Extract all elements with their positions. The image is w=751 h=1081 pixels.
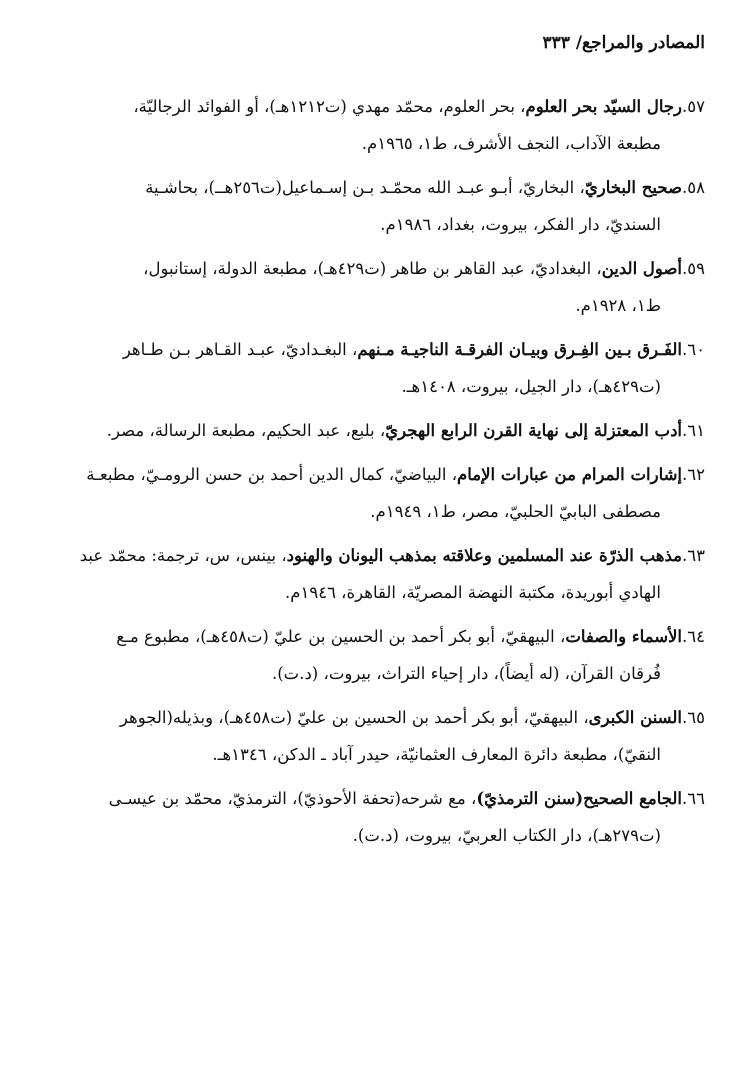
entry-title: إشارات المرام من عبارات الإمام xyxy=(457,465,683,484)
entry-title: أصول الدين xyxy=(601,259,683,278)
bibliography-entry xyxy=(45,456,705,530)
entry-continuation: (ت٤٢٩هـ)، دار الجيل، بيروت، ١٤٠٨هـ. xyxy=(401,377,661,396)
bibliography-entry xyxy=(45,780,705,854)
entry-number: ٦٦. xyxy=(682,789,705,808)
bibliography-entry xyxy=(45,169,705,243)
bibliography-entry xyxy=(45,88,705,162)
bibliography-entry xyxy=(45,699,705,773)
entry-continuation: مصطفى البابيّ الحلبيّ، مصر، ط١، ١٩٤٩م. xyxy=(370,502,661,521)
entry-title: الأسماء والصفات xyxy=(565,627,683,646)
entry-details: ، البيهقيّ، أبو بكر أحمد بن الحسين بن عليّ (ت٤٥٨هـ)، مطبوع مـع xyxy=(116,627,566,646)
entry-title: الفَـرق بـين الفِـرق وبيـان الفرقـة الناجيـة مـنهم xyxy=(357,340,683,359)
entry-details: ، البخاريّ، أبـو عبـد الله محمّـد بـن إسـماعيل(ت٢٥٦هــ)، بحاشـية xyxy=(145,178,585,197)
entry-title: الجامع الصحيح(سنن الترمذيّ) xyxy=(476,789,683,808)
entry-number: ٥٧. xyxy=(682,97,705,116)
entry-continuation: مطبعة الآداب، النجف الأشرف، ط١، ١٩٦٥م. xyxy=(361,134,661,153)
entry-number: ٦٢. xyxy=(682,465,705,484)
entry-number: ٦٤. xyxy=(682,627,705,646)
entry-details: ، بحر العلوم، محمّد مهدي (ت١٢١٢هـ)، أو الفوائد الرجاليّة، xyxy=(133,97,526,116)
entry-title: مذهب الذرّة عند المسلمين وعلاقته بمذهب اليونان والهنود xyxy=(286,546,683,565)
bibliography-entry xyxy=(45,250,705,324)
entry-continuation: فُرقان القرآن، (له أيضاً)، دار إحياء التراث، بيروت، (د.ت). xyxy=(272,664,661,683)
entry-details: ، بلبع، عبد الحكيم، مطبعة الرسالة، مصر. xyxy=(106,421,386,440)
entry-title: صحيح البخاريّ xyxy=(584,178,683,197)
entry-details: ، البغـداديّ، عبـد القـاهر بـن طـاهر xyxy=(122,340,358,359)
entry-details: ، بينس، س، ترجمة: محمّد عبد xyxy=(79,546,287,565)
bibliography-list xyxy=(45,88,705,861)
entry-number: ٥٩. xyxy=(682,259,705,278)
entry-number: ٥٨. xyxy=(682,178,705,197)
entry-details: ، البغداديّ، عبد القاهر بن طاهر (ت٤٢٩هـ)، مطبعة الدولة، إستانبول، xyxy=(143,259,602,278)
entry-details: ، البياضيّ، كمال الدين أحمد بن حسن الرومـيّ، مطبعـة xyxy=(86,465,458,484)
entry-number: ٦٥. xyxy=(682,708,705,727)
entry-continuation: النقيّ)، مطبعة دائرة المعارف العثمانيّة، حيدر آباد ـ الدكن، ١٣٤٦هـ. xyxy=(212,745,661,764)
bibliography-entry xyxy=(45,537,705,611)
bibliography-entry xyxy=(45,331,705,405)
entry-title: رجال السيّد بحر العلوم xyxy=(525,97,683,116)
bibliography-entry xyxy=(45,412,705,449)
entry-continuation: ط١، ١٩٢٨م. xyxy=(575,296,661,315)
bibliography-entry xyxy=(45,618,705,692)
entry-details: ، مع شرحه(تحفة الأحوذيّ)، الترمذيّ، محمّد بن عيسـى xyxy=(108,789,477,808)
entry-details: ، البيهقيّ، أبو بكر أحمد بن الحسين بن عليّ (ت٤٥٨هـ)، وبذيله(الجوهر xyxy=(119,708,589,727)
entry-continuation: السنديّ، دار الفكر، بيروت، بغداد، ١٩٨٦م. xyxy=(380,215,661,234)
entry-number: ٦٣. xyxy=(682,546,705,565)
entry-continuation: الهادي أبوريدة، مكتبة النهضة المصريّة، القاهرة، ١٩٤٦م. xyxy=(285,583,661,602)
running-header: المصادر والمراجع/ ٣٣٣ xyxy=(542,33,705,53)
entry-continuation: (ت٢٧٩هـ)، دار الكتاب العربيّ، بيروت، (د.ت). xyxy=(352,826,661,845)
entry-title: أدب المعتزلة إلى نهاية القرن الرابع الهجريّ xyxy=(385,421,683,440)
entry-title: السنن الكبرى xyxy=(588,708,683,727)
entry-number: ٦١. xyxy=(682,421,705,440)
entry-number: ٦٠. xyxy=(682,340,705,359)
